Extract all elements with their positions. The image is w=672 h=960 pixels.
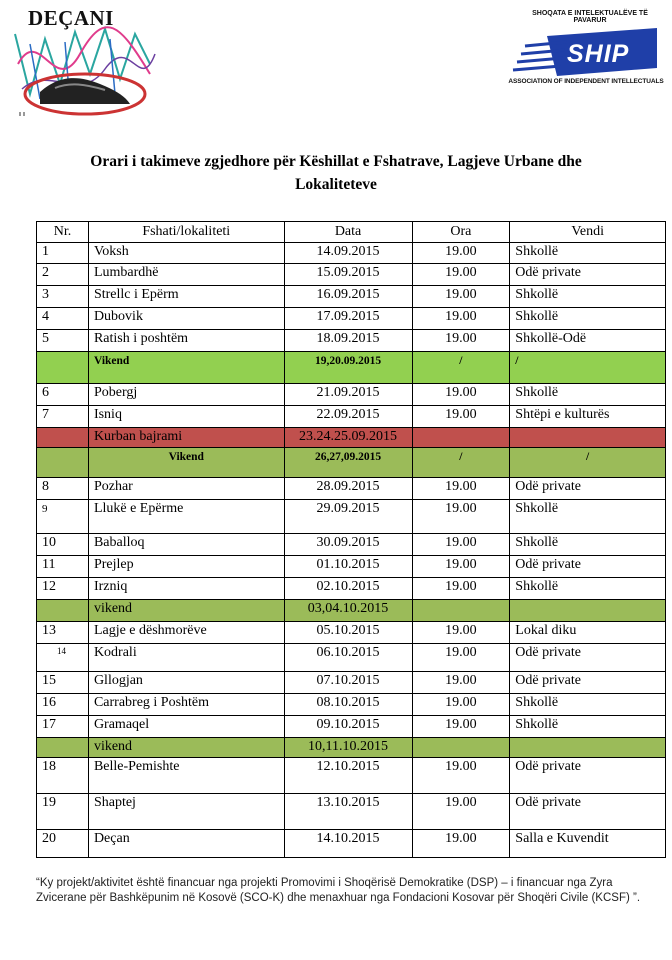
row-time: 19.00 <box>412 406 510 428</box>
row-place: Llukë e Epërme <box>88 500 284 534</box>
row-date: 07.10.2015 <box>284 672 412 694</box>
page-title <box>0 150 672 196</box>
row-place: Deçan <box>88 830 284 858</box>
row-date: 29.09.2015 <box>284 500 412 534</box>
row-place: Dubovik <box>88 308 284 330</box>
row-date: 05.10.2015 <box>284 622 412 644</box>
row-nr: 1 <box>37 243 89 264</box>
row-place: Strellc i Epërm <box>88 286 284 308</box>
row-nr: 12 <box>37 578 89 600</box>
table-row <box>37 500 666 534</box>
row-place: Baballoq <box>88 534 284 556</box>
row-venue: Shkollë <box>510 716 666 738</box>
row-date: 14.10.2015 <box>284 830 412 858</box>
row-time: / <box>412 448 510 478</box>
weekend-row <box>37 600 666 622</box>
row-place: Kodrali <box>88 644 284 672</box>
row-date: 19,20.09.2015 <box>284 352 412 384</box>
ship-logo-top-text: SHOQATA E INTELEKTUALËVE TË PAVARUR <box>532 10 648 24</box>
row-venue <box>510 428 666 448</box>
row-nr: 15 <box>37 672 89 694</box>
row-nr: 8 <box>37 478 89 500</box>
row-time: 19.00 <box>412 794 510 830</box>
table-header-row <box>37 222 666 243</box>
row-nr <box>37 738 89 758</box>
ship-logo-bottom-text: ASSOCIATION OF INDEPENDENT INTELLECTUALS <box>508 78 664 85</box>
row-time: 19.00 <box>412 384 510 406</box>
table-row <box>37 243 666 264</box>
row-nr: 14 <box>57 646 66 656</box>
row-nr: 2 <box>37 264 89 286</box>
col-header-date: Data <box>284 222 412 243</box>
table-row <box>37 644 666 672</box>
row-nr: 4 <box>37 308 89 330</box>
row-venue: Odë private <box>510 794 666 830</box>
row-venue: Odë private <box>510 672 666 694</box>
row-venue: Lokal diku <box>510 622 666 644</box>
table-row <box>37 716 666 738</box>
row-date: 22.09.2015 <box>284 406 412 428</box>
row-date: 23.24.25.09.2015 <box>284 428 412 448</box>
table-row <box>37 534 666 556</box>
col-header-venue: Vendi <box>510 222 666 243</box>
row-venue: / <box>510 352 666 384</box>
table-row <box>37 264 666 286</box>
row-venue: Shkollë-Odë <box>510 330 666 352</box>
row-date: 17.09.2015 <box>284 308 412 330</box>
title-line-1: Orari i takimeve zgjedhore për Këshillat e Fshatrave, Lagjeve Urbane dhe <box>90 153 582 170</box>
row-nr: 20 <box>37 830 89 858</box>
row-venue: Odë private <box>510 758 666 794</box>
decani-logo-title: DEÇANI <box>28 6 114 30</box>
row-time: 19.00 <box>412 534 510 556</box>
row-venue: Odë private <box>510 644 666 672</box>
table-row <box>37 556 666 578</box>
row-venue: Shkollë <box>510 308 666 330</box>
row-time: 19.00 <box>412 644 510 672</box>
row-time: / <box>412 352 510 384</box>
row-date: 10,11.10.2015 <box>284 738 412 758</box>
table-row <box>37 794 666 830</box>
row-place: Shaptej <box>88 794 284 830</box>
row-place: Belle-Pemishte <box>88 758 284 794</box>
row-nr <box>37 352 89 384</box>
weekend-row <box>37 352 666 384</box>
col-header-nr: Nr. <box>37 222 89 243</box>
row-venue: Shkollë <box>510 534 666 556</box>
row-date: 02.10.2015 <box>284 578 412 600</box>
row-date: 16.09.2015 <box>284 286 412 308</box>
row-place: Irzniq <box>88 578 284 600</box>
row-time: 19.00 <box>412 243 510 264</box>
row-date: 14.09.2015 <box>284 243 412 264</box>
row-time: 19.00 <box>412 622 510 644</box>
row-venue: Odë private <box>510 556 666 578</box>
row-time: 19.00 <box>412 556 510 578</box>
row-nr: 16 <box>37 694 89 716</box>
ship-logo-word: SHIP <box>567 40 630 68</box>
row-venue: Shkollë <box>510 243 666 264</box>
row-venue: Odë private <box>510 478 666 500</box>
row-venue: Salla e Kuvendit <box>510 830 666 858</box>
row-date: 18.09.2015 <box>284 330 412 352</box>
row-nr: 11 <box>37 556 89 578</box>
table-row <box>37 830 666 858</box>
row-date: 12.10.2015 <box>284 758 412 794</box>
row-place: Pobergj <box>88 384 284 406</box>
holiday-label: Kurban bajrami <box>88 428 284 448</box>
row-date: 26,27,09.2015 <box>284 448 412 478</box>
row-venue: Shkollë <box>510 384 666 406</box>
row-nr <box>37 428 89 448</box>
weekend-row <box>37 448 666 478</box>
row-place: Lumbardhë <box>88 264 284 286</box>
row-venue: Shkollë <box>510 578 666 600</box>
row-time: 19.00 <box>412 308 510 330</box>
weekend-row <box>37 738 666 758</box>
row-time: 19.00 <box>412 694 510 716</box>
table-row <box>37 672 666 694</box>
row-place: Lagje e dëshmorëve <box>88 622 284 644</box>
row-time: 19.00 <box>412 716 510 738</box>
row-time <box>412 738 510 758</box>
row-time: 19.00 <box>412 478 510 500</box>
row-nr: 13 <box>37 622 89 644</box>
table-row <box>37 622 666 644</box>
row-place: Gramaqel <box>88 716 284 738</box>
weekend-label: Vikend <box>88 352 284 384</box>
row-date: 21.09.2015 <box>284 384 412 406</box>
row-date: 13.10.2015 <box>284 794 412 830</box>
row-nr: 5 <box>37 330 89 352</box>
row-nr <box>37 600 89 622</box>
table-row <box>37 578 666 600</box>
row-time: 19.00 <box>412 758 510 794</box>
table-row <box>37 478 666 500</box>
row-time: 19.00 <box>412 830 510 858</box>
row-time: 19.00 <box>412 500 510 534</box>
row-place: Gllogjan <box>88 672 284 694</box>
col-header-place: Fshati/lokaliteti <box>88 222 284 243</box>
row-nr: 7 <box>37 406 89 428</box>
row-place: Isniq <box>88 406 284 428</box>
row-place: Ratish i poshtëm <box>88 330 284 352</box>
row-time: 19.00 <box>412 286 510 308</box>
row-time: 19.00 <box>412 672 510 694</box>
row-date: 09.10.2015 <box>284 716 412 738</box>
footer-note: “Ky projekt/aktivitet është financuar nga projekti Promovimi i Shoqërisë Demokratike (DSP) – i financuar nga Zyra Zvicerane për Bashkëpunim në Kosovë (SCO-K) dhe menaxhuar nga Fondacioni Kosovar për Shoqëri Civile (KCSF) ”. <box>36 877 641 904</box>
row-nr: 17 <box>37 716 89 738</box>
row-time: 19.00 <box>412 330 510 352</box>
col-header-time: Ora <box>412 222 510 243</box>
row-date: 03,04.10.2015 <box>284 600 412 622</box>
row-nr: 3 <box>37 286 89 308</box>
table-row <box>37 406 666 428</box>
table-row <box>37 330 666 352</box>
schedule-table <box>36 221 666 858</box>
row-venue: / <box>510 448 666 478</box>
row-venue: Shkollë <box>510 286 666 308</box>
row-venue: Odë private <box>510 264 666 286</box>
weekend-label: vikend <box>88 600 284 622</box>
row-date: 15.09.2015 <box>284 264 412 286</box>
row-nr: 10 <box>37 534 89 556</box>
weekend-label: vikend <box>88 738 284 758</box>
row-date: 01.10.2015 <box>284 556 412 578</box>
row-place: Pozhar <box>88 478 284 500</box>
row-time: 19.00 <box>412 578 510 600</box>
table-row <box>37 308 666 330</box>
row-nr: 18 <box>37 758 89 794</box>
row-place: Prejlep <box>88 556 284 578</box>
row-venue: Shtëpi e kulturës <box>510 406 666 428</box>
row-time <box>412 600 510 622</box>
row-nr <box>37 448 89 478</box>
row-place: Carrabreg i Poshtëm <box>88 694 284 716</box>
row-place: Voksh <box>88 243 284 264</box>
row-date: 08.10.2015 <box>284 694 412 716</box>
row-time <box>412 428 510 448</box>
table-row <box>37 286 666 308</box>
holiday-row <box>37 428 666 448</box>
row-nr: 6 <box>37 384 89 406</box>
title-line-2: Lokaliteteve <box>295 176 377 193</box>
table-row <box>37 384 666 406</box>
weekend-label: Vikend <box>88 448 284 478</box>
table-row <box>37 694 666 716</box>
row-nr: 19 <box>37 794 89 830</box>
row-venue <box>510 738 666 758</box>
table-row <box>37 758 666 794</box>
row-venue: Shkollë <box>510 694 666 716</box>
row-date: 06.10.2015 <box>284 644 412 672</box>
row-time: 19.00 <box>412 264 510 286</box>
row-venue <box>510 600 666 622</box>
row-nr: 9 <box>37 500 89 534</box>
row-venue: Shkollë <box>510 500 666 534</box>
row-date: 30.09.2015 <box>284 534 412 556</box>
row-date: 28.09.2015 <box>284 478 412 500</box>
